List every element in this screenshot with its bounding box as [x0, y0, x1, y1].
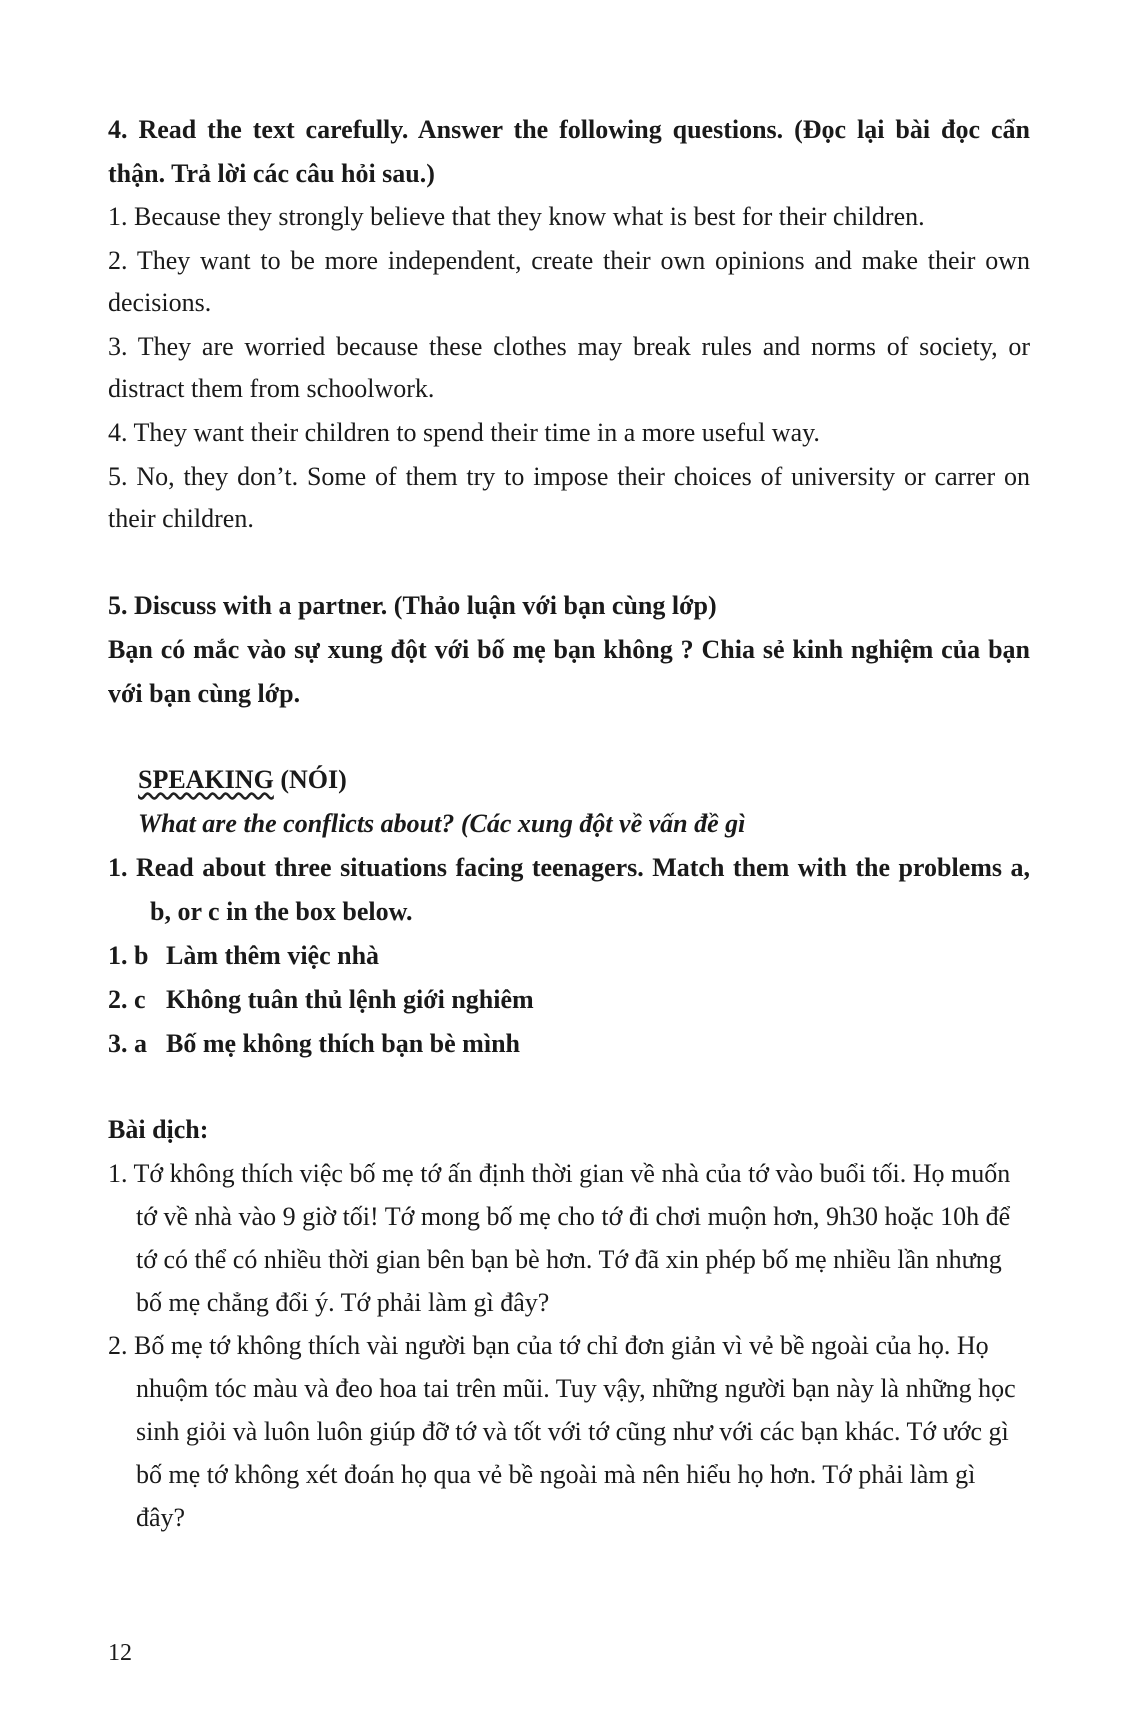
section-5-prompt: Bạn có mắc vào sự xung đột với bố mẹ bạn không ? Chia sẻ kinh nghiệm của bạn với bạn cùng lớp. [108, 635, 1030, 708]
match-text: Làm thêm việc nhà [166, 941, 380, 970]
section-4-answers [108, 196, 1030, 540]
speaking-title-rest: (NÓI) [273, 765, 347, 794]
match-number: 3. a [108, 1029, 147, 1058]
answer-1: 1. Because they strongly believe that they know what is best for their children. [108, 202, 925, 231]
match-row [108, 978, 1030, 1022]
speaking-task: 1. Read about three situations facing teenagers. Match them with the problems a, b, or c in the box below. [108, 853, 1030, 926]
match-number: 1. b [108, 941, 149, 970]
answer-2: 2. They want to be more independent, create their own opinions and make their own decisions. [108, 246, 1030, 317]
speaking-subtitle: What are the conflicts about? (Các xung đột về vấn đề gì [138, 809, 746, 838]
match-text: Bố mẹ không thích bạn bè mình [166, 1029, 520, 1058]
match-row [108, 934, 1030, 978]
match-list [108, 934, 1030, 1066]
page-content [108, 108, 1030, 1539]
speaking-title-main: SPEAKING [138, 765, 274, 794]
speaking-title [138, 758, 1030, 802]
translation-item-2: 2. Bố mẹ tớ không thích vài người bạn của tớ chỉ đơn giản vì vẻ bề ngoài của họ. Họ nhuộm tóc màu và đeo hoa tai trên mũi. Tuy vậy, những người bạn này là những học sinh giỏi và luôn luôn giúp đỡ tớ và tốt với tớ cũng như với các bạn khác. Tớ ước gì bố mẹ tớ không xét đoán họ qua vẻ bề ngoài mà nên hiểu họ hơn. Tớ phải làm gì đây? [108, 1331, 1016, 1532]
answer-3: 3. They are worried because these clothes may break rules and norms of society, or distract them from schoolwork. [108, 332, 1030, 403]
section-5-heading: 5. Discuss with a partner. (Thảo luận với bạn cùng lớp) [108, 591, 717, 620]
page-number: 12 [108, 1640, 132, 1666]
translation-heading: Bài dịch: [108, 1115, 209, 1144]
answer-5: 5. No, they don’t. Some of them try to impose their choices of university or carrer on their children. [108, 462, 1030, 533]
match-number: 2. c [108, 985, 146, 1014]
answer-4: 4. They want their children to spend their time in a more useful way. [108, 418, 820, 447]
translation-item-1: 1. Tớ không thích việc bố mẹ tớ ấn định thời gian về nhà của tớ vào buổi tối. Họ muốn tớ về nhà vào 9 giờ tối! Tớ mong bố mẹ cho tớ đi chơi muộn hơn, 9h30 hoặc 10h để tớ có thể có nhiều thời gian bên bạn bè hơn. Tớ đã xin phép bố mẹ nhiều lần nhưng bố mẹ chẳng đổi ý. Tớ phải làm gì đây? [108, 1159, 1011, 1317]
speaking-header [108, 758, 1030, 846]
section-4-heading: 4. Read the text carefully. Answer the following questions. (Đọc lại bài đọc cẩn thận. Trả lời các câu hỏi sau.) [108, 115, 1030, 188]
match-text: Không tuân thủ lệnh giới nghiêm [166, 985, 534, 1014]
match-row [108, 1022, 1030, 1066]
